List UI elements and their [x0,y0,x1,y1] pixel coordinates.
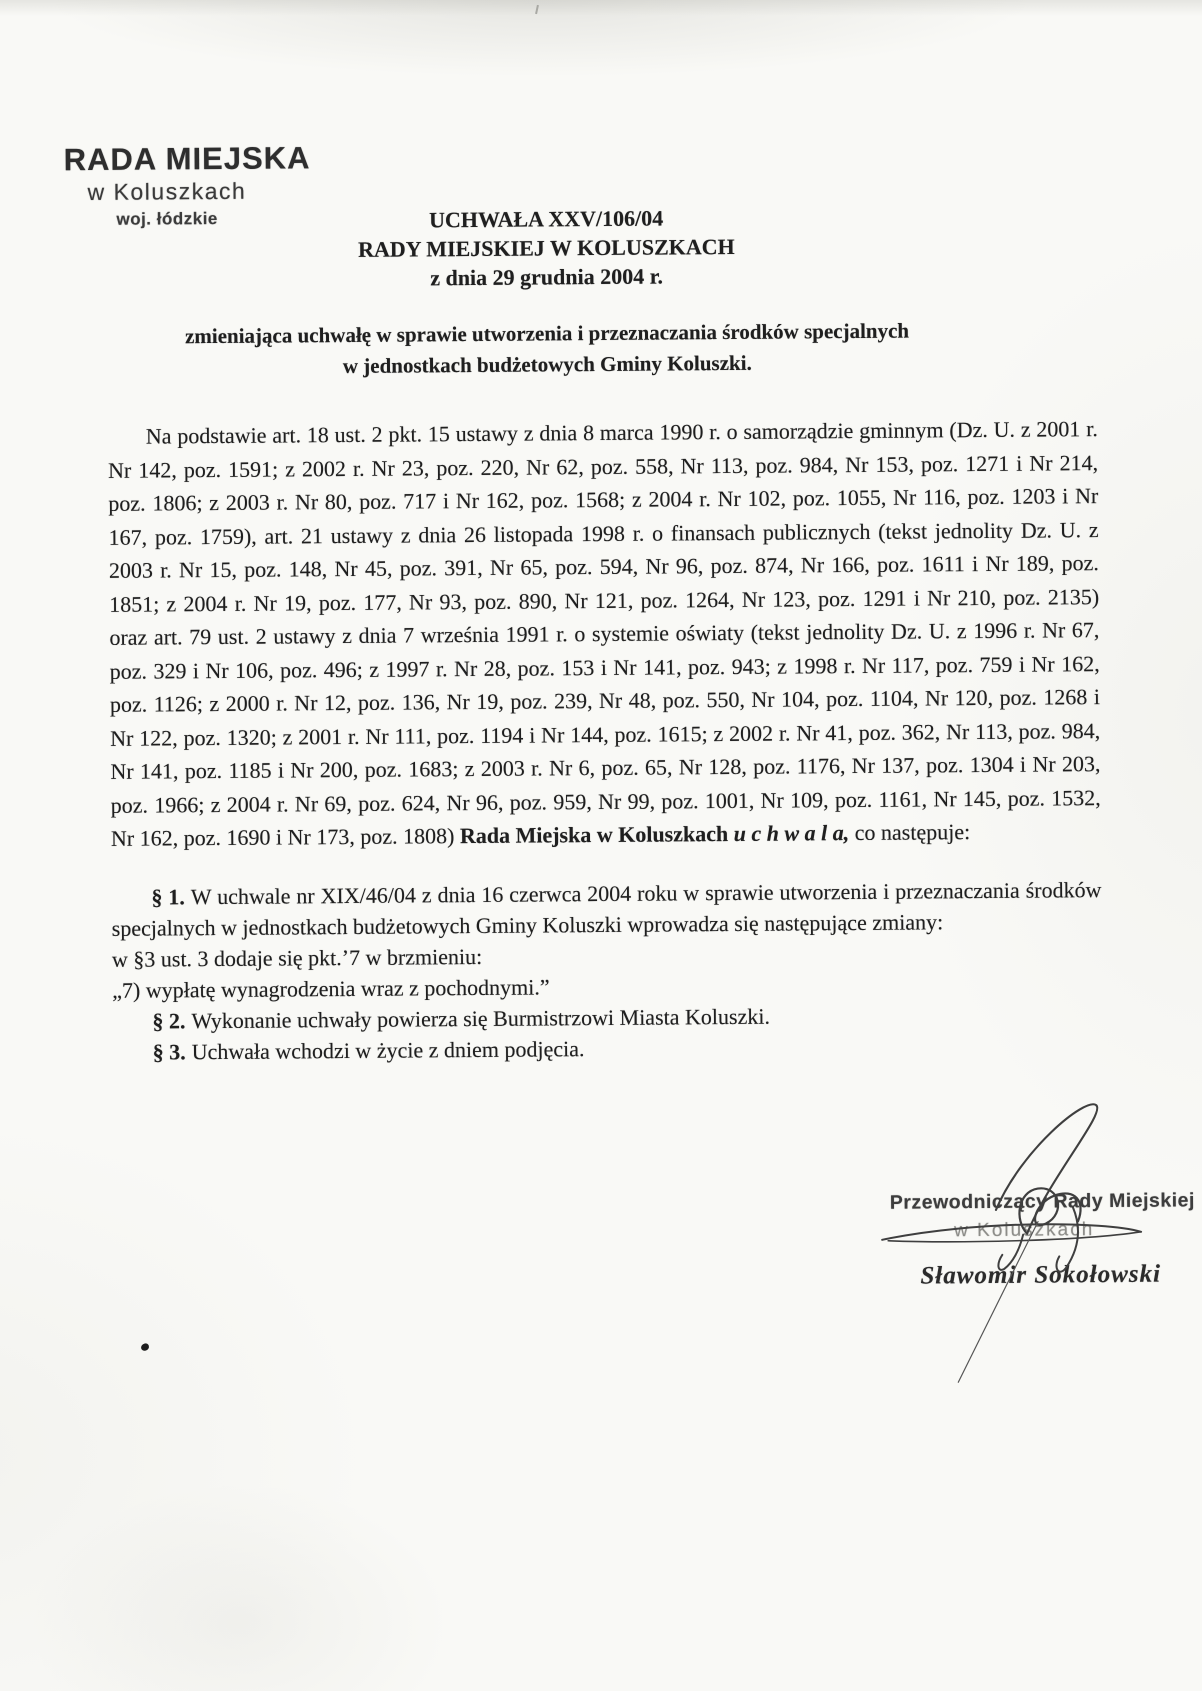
section-1-marker: § 1. [151,883,185,910]
section-3-marker: § 3. [152,1038,186,1065]
section-2-marker: § 2. [152,1007,186,1034]
section-1 [111,874,1101,944]
section-1-sub-1: w §3 ust. 3 dodaje się pkt.’7 w brzmieniu: [111,943,483,972]
issuer-bold-text: Rada Miejska w Koluszkach [459,821,729,849]
issuer-stamp-voivodeship: woj. łódzkie [116,208,218,229]
signer-name: Sławomir Sokołowski [920,1260,1162,1290]
preamble-tail: co następuje: [849,819,971,846]
document-body [106,200,1103,1067]
issuer-stamp-city: w Koluszkach [87,177,247,206]
section-2-text: Wykonanie uchwały powierza się Burmistrzowi Miasta Koluszki. [191,1003,770,1033]
chairman-title-stamp-city: w Koluszkach [954,1219,1095,1242]
section-1-sub-2: „7) wypłatę wynagrodzenia wraz z pochodnymi.” [112,973,550,1003]
section-1-text: W uchwale nr XIX/46/04 z dnia 16 czerwca 2004 roku w sprawie utworzenia i przeznaczania środków specjalnych w jednostkach budżetowych Gminy Koluszki wprowadza się następujące zmiany: [111,876,1102,941]
issuer-stamp-name: RADA MIEJSKA [63,140,311,178]
resolution-subject [107,315,987,384]
resolution-issuer: RADY MIEJSKIEJ W KOLUSZKACH [357,233,735,262]
subject-line-1: zmieniająca uchwałę w sprawie utworzenia i przeznaczania środków specjalnych [184,318,910,349]
ink-speck [140,1343,150,1352]
subject-line-2: w jednostkach budżetowych Gminy Koluszki. [342,350,752,379]
resolution-number: UCHWAŁA XXV/106/04 [428,205,664,233]
section-3-text: Uchwała wchodzi w życie z dniem podjęcia. [191,1035,585,1064]
resolves-verb: u c h w a l a, [733,820,850,846]
legal-basis-paragraph [108,412,1101,855]
chairman-title-stamp: Przewodniczący Rady Miejskiej [889,1189,1195,1214]
signature-block [825,1090,1202,1443]
legal-basis-text: Na podstawie art. 18 ust. 2 pkt. 15 ustawy z dnia 8 marca 1990 r. o samorządzie gminnym (Dz. U. z 2001 r. Nr 142, poz. 1591; z 2002 r. Nr 23, poz. 220, Nr 62, poz. 558, Nr 113, poz. 984, Nr 153, poz. 1271 i Nr 214, poz. 1806; z 2003 r. Nr 80, poz. 717 i Nr 162, poz. 1568; z 2004 r. Nr 102, poz. 1055, Nr 116, poz. 1203 i Nr 167, poz. 1759), art. 21 ustawy z dnia 26 listopada 1998 r. o finansach publicznych (tekst jednolity Dz. U. z 2003 r. Nr 15, poz. 148, Nr 45, poz. 391, Nr 65, poz. 594, Nr 96, poz. 874, Nr 166, poz. 1611 i Nr 189, poz. 1851; z 2004 r. Nr 19, poz. 177, Nr 93, poz. 890, Nr 121, poz. 1264, Nr 123, poz. 1291 i Nr 210, poz. 2135) oraz art. 79 ust. 2 ustawy z dnia 7 września 1991 r. o systemie oświaty (tekst jednolity Dz. U. z 1996 r. Nr 67, poz. 329 i Nr 106, poz. 496; z 1997 r. Nr 28, poz. 153 i Nr 141, poz. 943; z 1998 r. Nr 117, poz. 759 i Nr 162, poz. 1126; z 2000 r. Nr 12, poz. 136, Nr 19, poz. 239, Nr 48, poz. 550, Nr 104, poz. 1104, Nr 120, poz. 1268 i Nr 122, poz. 1320; z 2001 r. Nr 111, poz. 1194 i Nr 144, poz. 1615; z 2002 r. Nr 41, poz. 362, Nr 113, poz. 984, Nr 141, poz. 1185 i Nr 200, poz. 1683; z 2003 r. Nr 6, poz. 65, Nr 128, poz. 1176, Nr 137, poz. 1304 i Nr 203, poz. 1966; z 2004 r. Nr 69, poz. 624, Nr 96, poz. 959, Nr 99, poz. 1001, Nr 109, poz. 1161, Nr 145, poz. 1532, Nr 162, poz. 1690 i Nr 173, poz. 1808) [107,416,1101,851]
resolution-title [106,201,987,295]
resolution-date: z dnia 29 grudnia 2004 r. [430,263,664,291]
